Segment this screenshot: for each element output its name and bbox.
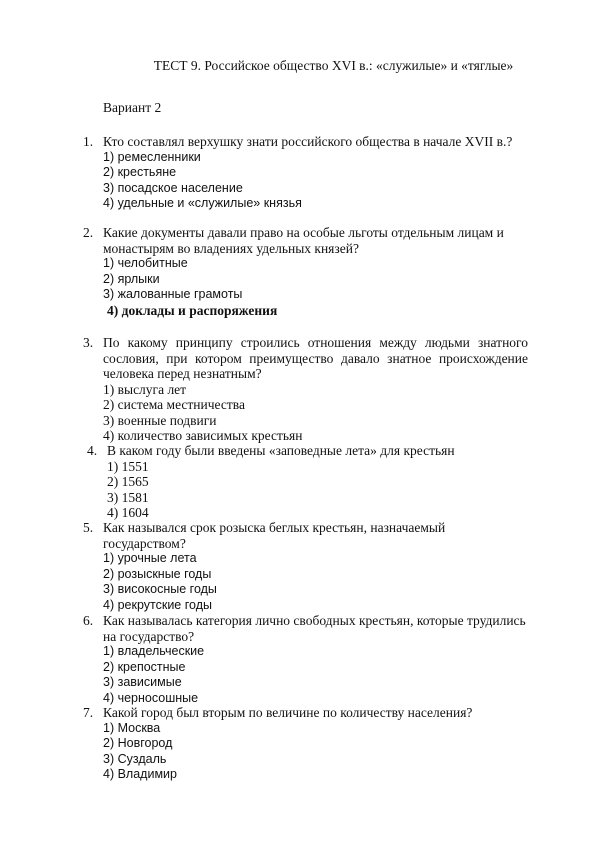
answer-option: 2) розыскные годы bbox=[103, 566, 212, 581]
answer-option: 3) Суздаль bbox=[103, 751, 167, 766]
answer-option: 1) ремесленники bbox=[103, 149, 201, 164]
question-number: 7. bbox=[83, 705, 94, 720]
answer-option: 1) 1551 bbox=[107, 458, 149, 474]
question-number: 6. bbox=[83, 613, 94, 628]
question-6 bbox=[83, 613, 528, 706]
question-number: 2. bbox=[83, 225, 94, 240]
question-text: Как назывался срок розыска беглых крестьян, назначаемый государством? bbox=[103, 520, 446, 551]
question-number: 3. bbox=[83, 335, 94, 350]
question-4 bbox=[87, 443, 532, 521]
question-number: 5. bbox=[83, 520, 94, 535]
answer-option: 4) черносошные bbox=[103, 690, 199, 705]
answer-option: 2) ярлыки bbox=[103, 271, 160, 286]
question-number: 1. bbox=[83, 134, 94, 149]
answer-option: 4) Владимир bbox=[103, 767, 177, 781]
answer-option: 1) челобитные bbox=[103, 256, 188, 270]
test-title: ТЕСТ 9. Российское общество XVI в.: «служилые» и «тяглые» bbox=[153, 58, 514, 73]
answer-option: 3) военные подвиги bbox=[103, 412, 217, 428]
question-3 bbox=[83, 335, 528, 444]
answer-option: 3) посадское население bbox=[103, 180, 243, 195]
answer-option: 4) 1604 bbox=[107, 505, 149, 520]
answer-option: 1) владельческие bbox=[103, 644, 205, 658]
answer-option: 2) 1565 bbox=[107, 474, 149, 489]
question-text: По какому принципу строились отношения между людьми знатного сословия, при котором преимущество давало знатное происхождение человека перед незнатным? bbox=[103, 335, 528, 381]
answer-option: 4) количество зависимых крестьян bbox=[103, 428, 303, 443]
answer-option: 1) урочные лета bbox=[103, 551, 197, 565]
answer-option: 4) доклады и распоряжения bbox=[107, 302, 278, 318]
question-text: В каком году были введены «заповедные лета» для крестьян bbox=[107, 443, 455, 458]
question-2 bbox=[83, 225, 528, 318]
answer-option: 4) удельные и «служилые» князья bbox=[103, 196, 302, 210]
answer-option: 1) выслуга лет bbox=[103, 381, 187, 397]
variant-label: Вариант 2 bbox=[103, 100, 162, 115]
answer-option: 1) Москва bbox=[103, 720, 161, 735]
question-text: Как называлась категория лично свободных крестьян, которые трудились на государство? bbox=[103, 613, 526, 644]
question-text: Какие документы давали право на особые льготы отдельным лицам и монастырям во владениях удельных князей? bbox=[103, 225, 504, 256]
answer-option: 3) 1581 bbox=[107, 489, 149, 505]
question-1 bbox=[83, 134, 528, 212]
answer-option: 3) жалованные грамоты bbox=[103, 287, 243, 301]
answer-option: 3) високосные годы bbox=[103, 582, 217, 596]
question-text: Кто составлял верхушку знати российского общества в начале XVII в.? bbox=[103, 134, 513, 149]
question-number: 4. bbox=[87, 443, 98, 458]
question-text: Какой город был вторым по величине по количеству населения? bbox=[103, 705, 473, 720]
answer-option: 4) рекрутские годы bbox=[103, 597, 212, 612]
answer-option: 2) система местничества bbox=[103, 397, 245, 412]
answer-option: 3) зависимые bbox=[103, 675, 182, 689]
question-7 bbox=[83, 705, 528, 783]
question-5 bbox=[83, 520, 483, 613]
answer-option: 2) Новгород bbox=[103, 736, 173, 750]
answer-option: 2) крепостные bbox=[103, 659, 186, 674]
answer-option: 2) крестьяне bbox=[103, 165, 177, 179]
